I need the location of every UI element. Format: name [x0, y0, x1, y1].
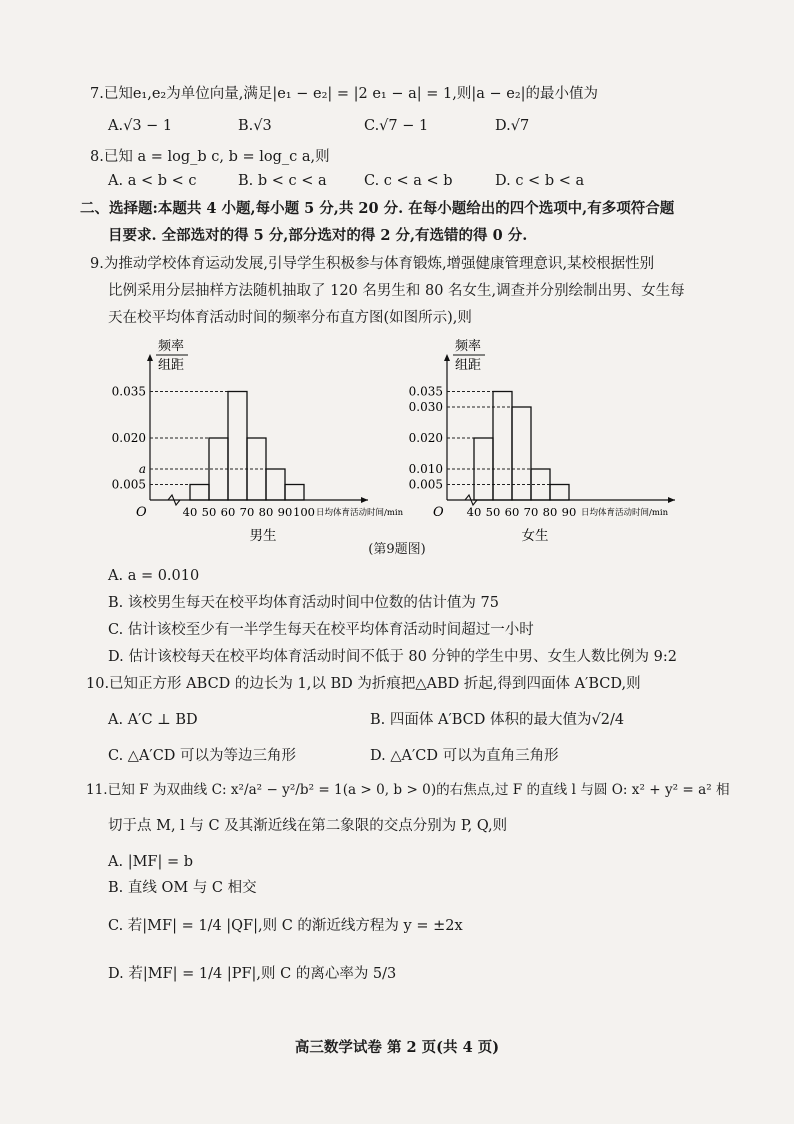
x-tick-label: 80: [258, 505, 274, 519]
q7-option-b: B.√3: [238, 118, 272, 134]
histogram-bar: [550, 485, 569, 501]
section2-heading-line2: 目要求. 全部选对的得 5 分,部分选对的得 2 分,有选错的得 0 分.: [108, 227, 528, 244]
origin-label: O: [136, 505, 147, 520]
q7-stem: 7.已知e₁,e₂为单位向量,满足|e₁ − e₂| = |2 e₁ − a| = 1,则|a − e₂|的最小值为: [90, 86, 599, 102]
y-tick-label: 0.030: [408, 400, 443, 414]
origin-label: O: [433, 505, 444, 520]
x-axis-arrow: [668, 497, 675, 503]
q10-options-row2: [108, 744, 724, 768]
y-axis-label-bottom: 组距: [455, 358, 482, 373]
q9-option-c: C. 估计该校至少有一半学生每天在校平均体育活动时间超过一小时: [108, 622, 534, 638]
histogram-bar: [493, 392, 512, 501]
x-axis-arrow: [361, 497, 368, 503]
x-tick-label: 60: [220, 505, 236, 519]
histogram-bar: [228, 392, 247, 501]
q8-option-b: B. b < c < a: [238, 173, 327, 189]
q11-line1: 11.已知 F 为双曲线 C: x²/a² − y²/b² = 1(a > 0, b > 0)的右焦点,过 F 的直线 l 与圆 O: x² + y² = a² 相: [86, 782, 730, 798]
y-axis-arrow: [147, 354, 153, 361]
x-tick-label: 90: [561, 505, 577, 519]
y-tick-label: 0.005: [111, 477, 146, 492]
y-axis-arrow: [444, 354, 450, 361]
page-footer: 高三数学试卷 第 2 页(共 4 页): [294, 1039, 500, 1056]
histogram-bar: [266, 469, 285, 500]
q9-line2: 比例采用分层抽样方法随机抽取了 120 名男生和 80 名女生,调查并分别绘制出男、女生每: [108, 283, 685, 299]
chart-title: 男生: [249, 528, 277, 544]
q10-option-c: C. △A′CD 可以为等边三角形: [108, 748, 297, 764]
q7-option-a: A.√3 − 1: [108, 118, 173, 134]
q8-options: [108, 169, 724, 193]
x-tick-label: 70: [239, 505, 255, 519]
x-tick-label: 60: [504, 505, 520, 519]
x-tick-label: 100: [293, 505, 315, 519]
q11-option-a: A. |MF| = b: [108, 854, 194, 870]
female-histogram: [395, 336, 685, 548]
q7-options: [108, 114, 724, 138]
y-axis-label-top: 频率: [158, 339, 185, 354]
q9-option-a: A. a = 0.010: [108, 568, 200, 584]
q8-option-a: A. a < b < c: [108, 173, 197, 189]
x-tick-label: 40: [182, 505, 198, 519]
x-tick-label: 50: [201, 505, 217, 519]
q8-option-c: C. c < a < b: [364, 173, 453, 189]
q10-option-d: D. △A′CD 可以为直角三角形: [370, 748, 559, 764]
q11-option-d: D. 若|MF| = 1/4 |PF|,则 C 的离心率为 5/3: [108, 966, 397, 982]
y-tick-label: 0.035: [408, 384, 443, 399]
q9-line1: 9.为推动学校体育运动发展,引导学生积极参与体育锻炼,增强健康管理意识,某校根据性别: [90, 256, 655, 272]
x-tick-label: 80: [542, 505, 558, 519]
y-axis-label-top: 频率: [455, 339, 482, 354]
histogram-bar: [512, 407, 531, 500]
q9-figure-caption: (第9题图): [368, 542, 426, 557]
y-tick-label: 0.005: [408, 477, 443, 492]
x-tick-label: 50: [485, 505, 501, 519]
q9-line3: 天在校平均体育活动时间的频率分布直方图(如图所示),则: [108, 310, 472, 326]
chart-title: 女生: [521, 528, 549, 544]
y-axis-label-bottom: 组距: [158, 358, 185, 373]
q11-option-c: C. 若|MF| = 1/4 |QF|,则 C 的渐近线方程为 y = ±2x: [108, 918, 463, 934]
y-tick-label: 0.020: [111, 431, 146, 445]
q10-option-a: A. A′C ⊥ BD: [108, 712, 198, 728]
y-tick-label: a: [138, 462, 146, 476]
section2-heading-line1: 二、选择题:本题共 4 小题,每小题 5 分,共 20 分. 在每小题给出的四个选项中,有多项符合题: [80, 200, 675, 217]
q11-line2: 切于点 M, l 与 C 及其渐近线在第二象限的交点分别为 P, Q,则: [108, 818, 508, 834]
q8-option-d: D. c < b < a: [495, 173, 585, 189]
y-tick-label: 0.020: [408, 431, 443, 445]
q7-option-d: D.√7: [495, 118, 530, 134]
histogram-bar: [285, 485, 304, 501]
histogram-bar: [190, 485, 209, 501]
q7-option-c: C.√7 − 1: [364, 118, 429, 134]
q9-option-b: B. 该校男生每天在校平均体育活动时间中位数的估计值为 75: [108, 595, 499, 611]
q10-option-b: B. 四面体 A′BCD 体积的最大值为√2/4: [370, 712, 625, 728]
x-tick-label: 70: [523, 505, 539, 519]
q10-options-row1: [108, 708, 724, 732]
y-tick-label: 0.035: [111, 384, 146, 399]
q10-stem: 10.已知正方形 ABCD 的边长为 1,以 BD 为折痕把△ABD 折起,得到四面体 A′BCD,则: [86, 676, 641, 692]
x-axis-label: 日均体育活动时间/min: [316, 508, 404, 518]
q11-option-b: B. 直线 OM 与 C 相交: [108, 880, 257, 896]
x-axis-label: 日均体育活动时间/min: [581, 508, 669, 518]
y-tick-label: 0.010: [408, 462, 443, 476]
x-tick-label: 90: [277, 505, 293, 519]
q9-option-d: D. 估计该校每天在校平均体育活动时间不低于 80 分钟的学生中男、女生人数比例为 9:2: [108, 649, 677, 665]
q8-stem: 8.已知 a = log_b c, b = log_c a,则: [90, 149, 330, 165]
male-histogram: [100, 336, 404, 548]
x-tick-label: 40: [466, 505, 482, 519]
